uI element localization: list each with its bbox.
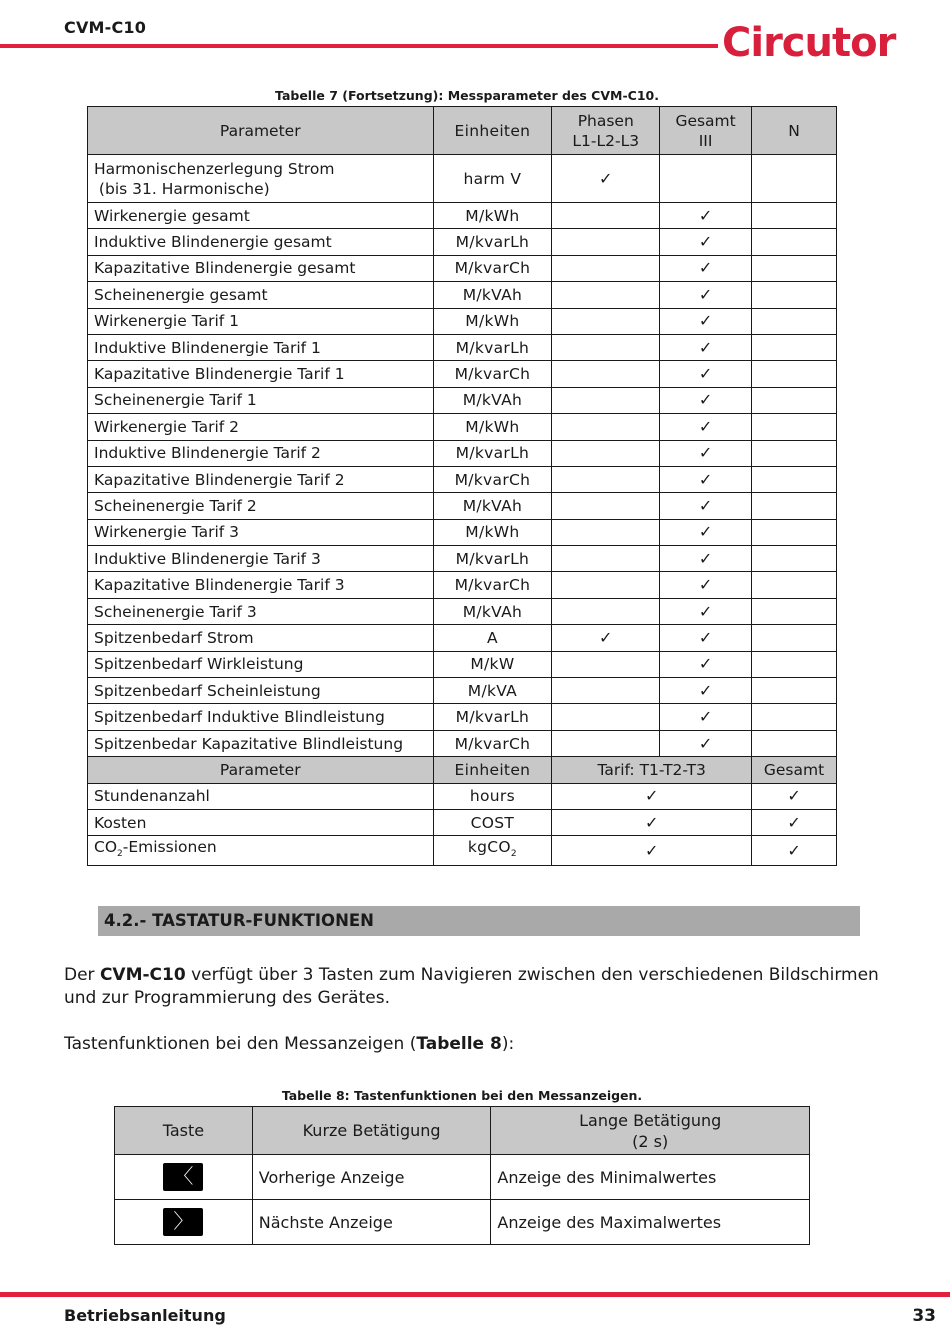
gesamt-check (660, 155, 752, 203)
n-check (752, 229, 837, 255)
header-gesamt-line1: Gesamt (675, 111, 736, 130)
table7-caption: Tabelle 7 (Fortsetzung): Messparameter des CVM-C10. (275, 88, 659, 103)
phasen-check (552, 334, 660, 360)
phasen-check (552, 651, 660, 677)
unit-cell: M/kvarLh (433, 546, 552, 572)
param-cell: Wirkenergie Tarif 3 (88, 519, 434, 545)
long-press-cell: Anzeige des Minimalwertes (491, 1155, 810, 1200)
param-cell: Kapazitative Blindenergie Tarif 2 (88, 466, 434, 492)
chevron-left-icon: 〈 (163, 1163, 203, 1191)
header-parameter: Parameter (88, 107, 434, 155)
header-kurz: Kurze Betätigung (252, 1107, 491, 1155)
param-cell: Spitzenbedar Kapazitative Blindleistung (88, 730, 434, 756)
n-check (752, 155, 837, 203)
table-row (88, 598, 837, 624)
tarif-check: ✓ (552, 809, 752, 835)
phasen-check (552, 414, 660, 440)
param-cell: Kapazitative Blindenergie gesamt (88, 255, 434, 281)
unit-cell: M/kWh (433, 519, 552, 545)
p2-table-ref: Tabelle 8 (416, 1034, 502, 1054)
param-cell (88, 155, 434, 203)
n-check (752, 519, 837, 545)
phasen-check (552, 255, 660, 281)
header-phasen-line1: Phasen (577, 111, 634, 130)
table-subheader-row (88, 757, 837, 783)
table-row (88, 704, 837, 730)
phasen-check (552, 282, 660, 308)
table-row (88, 334, 837, 360)
phasen-check (552, 598, 660, 624)
n-check (752, 334, 837, 360)
gesamt-check: ✓ (752, 809, 837, 835)
header-rule (0, 44, 718, 48)
gesamt-check: ✓ (660, 361, 752, 387)
table-row (88, 809, 837, 835)
section-heading: 4.2.- TASTATUR-FUNKTIONEN (98, 906, 860, 936)
param-cell: Scheinenergie Tarif 2 (88, 493, 434, 519)
unit-cell: M/kWh (433, 203, 552, 229)
gesamt-check: ✓ (660, 466, 752, 492)
n-check (752, 308, 837, 334)
tarif-check: ✓ (552, 783, 752, 809)
param-cell: Kapazitative Blindenergie Tarif 1 (88, 361, 434, 387)
n-check (752, 414, 837, 440)
phasen-check (552, 678, 660, 704)
gesamt-check: ✓ (660, 334, 752, 360)
table-row (88, 255, 837, 281)
phasen-check (552, 440, 660, 466)
long-press-cell: Anzeige des Maximalwertes (491, 1200, 810, 1245)
table-row (88, 282, 837, 308)
table-row (88, 203, 837, 229)
n-check (752, 387, 837, 413)
n-check (752, 203, 837, 229)
gesamt-check: ✓ (660, 730, 752, 756)
unit-cell: M/kW (433, 651, 552, 677)
header-lang-line1: Lange Betätigung (579, 1110, 722, 1130)
header-taste: Taste (115, 1107, 253, 1155)
unit-cell: COST (433, 809, 552, 835)
short-press-cell: Vorherige Anzeige (252, 1155, 491, 1200)
unit-cell: M/kvarCh (433, 361, 552, 387)
gesamt-check: ✓ (660, 282, 752, 308)
header-gesamt-line2: III (698, 131, 713, 150)
p1-pre: Der (64, 965, 100, 985)
table-row (88, 308, 837, 334)
param-cell: Induktive Blindenergie Tarif 1 (88, 334, 434, 360)
header-gesamt (660, 107, 752, 155)
gesamt-check: ✓ (660, 387, 752, 413)
param-cell: Scheinenergie gesamt (88, 282, 434, 308)
n-check (752, 730, 837, 756)
gesamt-check: ✓ (660, 704, 752, 730)
unit-cell: A (433, 625, 552, 651)
table-row (88, 440, 837, 466)
table-row (88, 387, 837, 413)
p2-pre: Tastenfunktionen bei den Messanzeigen ( (64, 1034, 417, 1054)
gesamt-check: ✓ (660, 572, 752, 598)
param-cell: Wirkenergie Tarif 2 (88, 414, 434, 440)
subheader-tarif: Tarif: T1-T2-T3 (552, 757, 752, 783)
gesamt-check: ✓ (660, 229, 752, 255)
n-check (752, 282, 837, 308)
subheader-gesamt: Gesamt (752, 757, 837, 783)
gesamt-check: ✓ (660, 598, 752, 624)
param-line1: Harmonischenzerlegung Strom (94, 159, 335, 178)
gesamt-check: ✓ (660, 678, 752, 704)
table-row (88, 651, 837, 677)
table8-caption: Tabelle 8: Tastenfunktionen bei den Messanzeigen. (281, 1088, 643, 1103)
gesamt-check: ✓ (660, 493, 752, 519)
subheader-einheiten: Einheiten (433, 757, 552, 783)
gesamt-check: ✓ (660, 625, 752, 651)
n-check (752, 572, 837, 598)
gesamt-check: ✓ (660, 546, 752, 572)
phasen-check (552, 519, 660, 545)
n-check (752, 598, 837, 624)
key-functions-paragraph (64, 1033, 514, 1056)
n-check (752, 493, 837, 519)
table-row (88, 730, 837, 756)
param-cell: Spitzenbedarf Strom (88, 625, 434, 651)
n-check (752, 678, 837, 704)
unit-cell: hours (433, 783, 552, 809)
table-row (88, 625, 837, 651)
unit-cell: M/kVAh (433, 282, 552, 308)
unit-cell: M/kVA (433, 678, 552, 704)
phasen-check (552, 308, 660, 334)
table-row (88, 414, 837, 440)
gesamt-check: ✓ (660, 203, 752, 229)
phasen-check (552, 203, 660, 229)
key-cell (115, 1200, 253, 1245)
n-check (752, 625, 837, 651)
header-lang (491, 1107, 810, 1155)
unit-cell: M/kvarLh (433, 440, 552, 466)
gesamt-check: ✓ (660, 651, 752, 677)
param-cell: Scheinenergie Tarif 1 (88, 387, 434, 413)
unit-cell: M/kWh (433, 414, 552, 440)
subheader-parameter: Parameter (88, 757, 434, 783)
phasen-check (552, 546, 660, 572)
unit-cell: M/kvarLh (433, 334, 552, 360)
intro-paragraph (64, 964, 884, 1010)
param-cell: Spitzenbedarf Induktive Blindleistung (88, 704, 434, 730)
phasen-check (552, 387, 660, 413)
page-number: 33 (912, 1306, 936, 1326)
n-check (752, 546, 837, 572)
n-check (752, 255, 837, 281)
table-row (88, 493, 837, 519)
unit-cell: M/kWh (433, 308, 552, 334)
table-row (88, 229, 837, 255)
table-header-row (88, 107, 837, 155)
unit-cell: M/kvarLh (433, 704, 552, 730)
table-row (88, 678, 837, 704)
param-cell: Induktive Blindenergie Tarif 3 (88, 546, 434, 572)
param-cell: Wirkenergie gesamt (88, 203, 434, 229)
measurement-parameters-table (87, 106, 837, 866)
header-n: N (752, 107, 837, 155)
param-cell: Scheinenergie Tarif 3 (88, 598, 434, 624)
param-cell: Spitzenbedarf Scheinleistung (88, 678, 434, 704)
header-phasen (552, 107, 660, 155)
param-cell: Wirkenergie Tarif 1 (88, 308, 434, 334)
unit-cell: M/kvarCh (433, 466, 552, 492)
phasen-check (552, 361, 660, 387)
param-cell: Induktive Blindenergie Tarif 2 (88, 440, 434, 466)
param-line2: (bis 31. Harmonische) (94, 179, 270, 198)
header-einheiten: Einheiten (433, 107, 552, 155)
table-row (88, 361, 837, 387)
phasen-check: ✓ (552, 155, 660, 203)
n-check (752, 361, 837, 387)
gesamt-check: ✓ (660, 255, 752, 281)
n-check (752, 704, 837, 730)
table-row (88, 519, 837, 545)
unit-cell: M/kvarCh (433, 572, 552, 598)
param-cell: Induktive Blindenergie gesamt (88, 229, 434, 255)
phasen-check (552, 493, 660, 519)
phasen-check (552, 572, 660, 598)
gesamt-check: ✓ (660, 519, 752, 545)
param-cell: Spitzenbedarf Wirkleistung (88, 651, 434, 677)
gesamt-check: ✓ (660, 414, 752, 440)
param-cell: Kosten (88, 809, 434, 835)
co2-subscript: 2 (117, 849, 123, 860)
p1-device-name: CVM-C10 (99, 965, 186, 985)
phasen-check (552, 704, 660, 730)
short-press-cell: Nächste Anzeige (252, 1200, 491, 1245)
table-row (115, 1200, 810, 1245)
param-cell (88, 836, 434, 866)
unit-cell: M/kvarLh (433, 229, 552, 255)
table-row (88, 836, 837, 866)
unit-cell (433, 836, 552, 866)
gesamt-check: ✓ (660, 308, 752, 334)
p1-post: verfügt über 3 Tasten zum Navigieren zwischen den verschiedenen Bildschirmen und zur Programmierung des Gerätes. (64, 965, 879, 1008)
table-row (88, 783, 837, 809)
p2-post: ): (501, 1034, 515, 1054)
footer-label: Betriebsanleitung (64, 1306, 226, 1325)
n-check (752, 651, 837, 677)
unit-cell: M/kvarCh (433, 255, 552, 281)
phasen-check (552, 466, 660, 492)
param-cell: Stundenanzahl (88, 783, 434, 809)
header-lang-line2: (2 s) (632, 1131, 669, 1151)
document-title: CVM-C10 (64, 18, 147, 37)
gesamt-check: ✓ (752, 836, 837, 866)
n-check (752, 440, 837, 466)
table-row (88, 546, 837, 572)
table-row (88, 572, 837, 598)
footer-rule (0, 1292, 950, 1297)
unit-prefix: kgCO (467, 838, 511, 857)
unit-cell: M/kVAh (433, 387, 552, 413)
phasen-check (552, 229, 660, 255)
param-cell: Kapazitative Blindenergie Tarif 3 (88, 572, 434, 598)
circutor-logo: Circutor (722, 20, 896, 66)
unit-cell: M/kVAh (433, 493, 552, 519)
co2-suffix: -Emissionen (122, 838, 217, 857)
table-row (88, 155, 837, 203)
tarif-check: ✓ (552, 836, 752, 866)
table-header-row (115, 1107, 810, 1155)
gesamt-check: ✓ (752, 783, 837, 809)
unit-cell: M/kVAh (433, 598, 552, 624)
unit-cell: harm V (433, 155, 552, 203)
gesamt-check: ✓ (660, 440, 752, 466)
co2-prefix: CO (94, 838, 118, 857)
key-cell (115, 1155, 253, 1200)
phasen-check: ✓ (552, 625, 660, 651)
unit-cell: M/kvarCh (433, 730, 552, 756)
chevron-right-icon: 〉 (163, 1208, 203, 1236)
table-row (115, 1155, 810, 1200)
header-phasen-line2: L1-L2-L3 (572, 131, 640, 150)
key-functions-table (114, 1106, 810, 1245)
table-row (88, 466, 837, 492)
phasen-check (552, 730, 660, 756)
n-check (752, 466, 837, 492)
unit-subscript: 2 (510, 849, 517, 860)
